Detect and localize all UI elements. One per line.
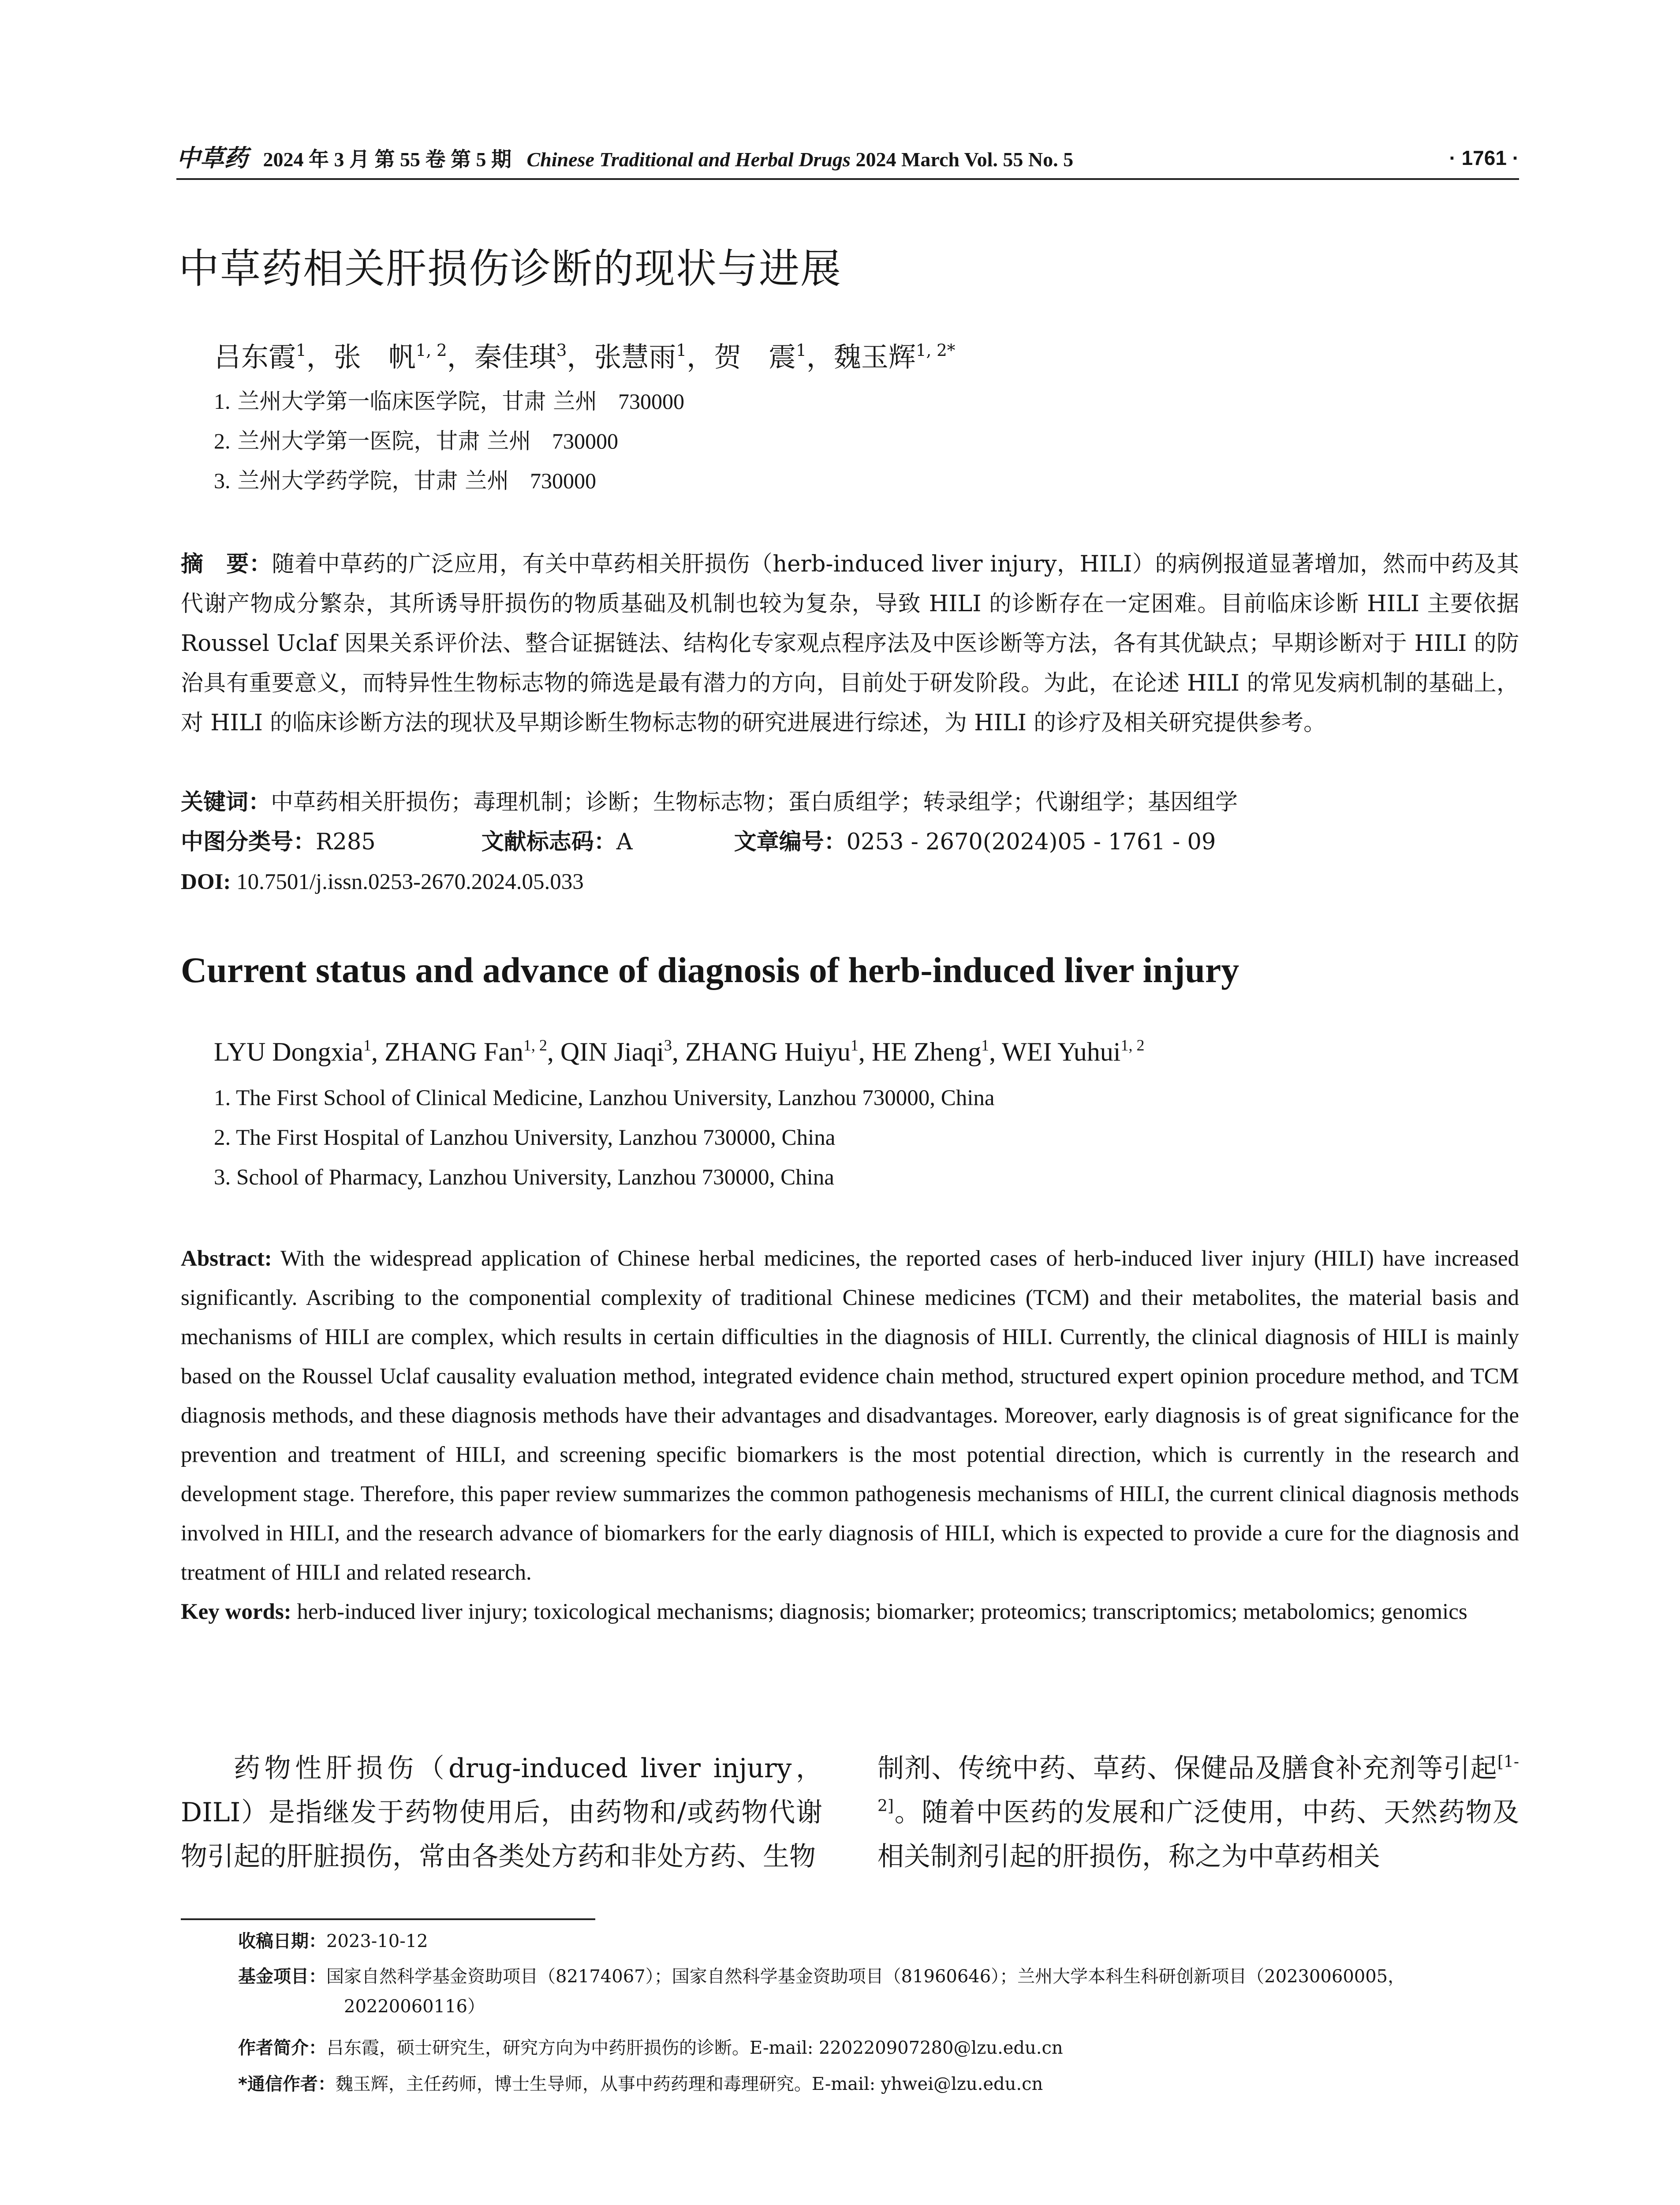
fund-text-cont: 20220060116） <box>344 1996 485 2017</box>
author-en: WEI Yuhui <box>1002 1037 1121 1066</box>
author-sup: 1, 2 <box>523 1036 547 1054</box>
abstract-cn-text: 随着中草药的广泛应用，有关中草药相关肝损伤（herb-induced liver injury，HILI）的病例报道显著增加，然而中药及其代谢产物成分繁杂，其所诱导肝损伤的物质基础及机制也较为复杂，导致 HILI 的诊断存在一定困难。目前临床诊断 HILI 主要依据 Roussel Uclaf 因果关系评价法、整合证据链法、结构化专家观点程序法及中医诊断等方法，各有其优缺点；早期诊断对于 HILI 的防治具有重要意义，而特异性生物标志物的筛选是最有潜力的方向，目前处于研发阶段。为此，在论述 HILI 的常见发病机制的基础上，对 HILI 的临床诊断方法的现状及早期诊断生物标志物的研究进展进行综述，为 HILI 的诊疗及相关研究提供参考。 <box>181 551 1519 736</box>
article-number-value: 0253 - 2670(2024)05 - 1761 - 09 <box>846 829 1216 855</box>
body-text: 制剂、传统中药、草药、保健品及膳食补充剂等引起 <box>877 1753 1497 1784</box>
author-sup: 1 <box>796 340 806 360</box>
keywords-en <box>181 1592 1519 1632</box>
doi-label: DOI: <box>181 870 231 894</box>
classification-line <box>181 822 1216 862</box>
author-bio: 吕东霞，硕士研究生，研究方向为中药肝损伤的诊断。E-mail: 220220907280@lzu.edu.cn <box>326 2038 1063 2058</box>
header-rule <box>176 178 1519 180</box>
affiliation-zip: 730000 <box>552 429 618 453</box>
doc-code-value: A <box>616 829 633 855</box>
author-sup: 1 <box>296 340 306 360</box>
article-number-label: 文章编号： <box>734 829 847 855</box>
author-en: ZHANG Huiyu <box>685 1037 851 1066</box>
affiliation-text: 兰州大学药学院，甘肃 兰州 <box>237 468 509 493</box>
page-number: · 1761 · <box>1449 146 1519 169</box>
author-cn: 秦佳琪 <box>474 341 556 373</box>
keywords-cn <box>181 783 1238 822</box>
journal-name-en: Chinese Traditional and Herbal Drugs <box>526 148 851 171</box>
author-sup: 1, 2* <box>915 340 956 360</box>
affiliation-cn <box>214 423 618 459</box>
abstract-en-label: Abstract: <box>181 1246 272 1271</box>
clc-value: R285 <box>316 829 376 855</box>
author-en: LYU Dongxia <box>214 1037 363 1066</box>
authors-en: LYU Dongxia$^1$, ZHANG Fan$^{1, 2}$, QIN Jiaqi$^3$, ZHANG Huiyu$^1$, HE Zheng$^1$, WEI Yuhui$^{1, 2}$ <box>214 1036 1145 1066</box>
abstract-cn-label: 摘 要： <box>181 551 272 577</box>
journal-logo: 中草药 <box>176 144 248 172</box>
author-cn: 贺 震 <box>714 341 796 373</box>
running-header <box>176 140 1519 176</box>
author-cn: 魏玉辉 <box>833 341 916 373</box>
footnote-author <box>238 2033 1519 2063</box>
fund-text: 国家自然科学基金资助项目（82174067）；国家自然科学基金资助项目（81960646）；兰州大学本科生科研创新项目（20230060005， <box>326 1966 1406 1987</box>
received-label: 收稿日期： <box>238 1931 326 1951</box>
author-cn: 张 帆 <box>333 341 416 373</box>
affiliation-text: 兰州大学第一医院，甘肃 兰州 <box>237 428 531 454</box>
affiliation-num: 2. <box>214 429 231 453</box>
body-column-right <box>877 1746 1519 1879</box>
abstract-en-text: With the widespread application of Chinese herbal medicines, the reported cases of herb-induced liver injury (HILI) have increased significantly. Ascribing to the componential complexity of traditional Chinese medicines (TCM) and their metabolites, the material basis and mechanisms of HILI are complex, which results in certain difficulties in the diagnosis of HILI. Currently, the clinical diagnosis of HILI is mainly based on the Roussel Uclaf causality evaluation method, integrated evidence chain method, structured expert opinion procedure method, and TCM diagnosis methods, and these diagnosis methods have their advantages and disadvantages. Moreover, early diagnosis is of great significance for the prevention and treatment of HILI, and screening specific biomarkers is the most potential direction, which is currently in the research and development stage. Therefore, this paper review summarizes the common pathogenesis mechanisms of HILI, the current clinical diagnosis methods involved in HILI, and the research advance of biomarkers for the early diagnosis of HILI, which is expected to provide a cure for the diagnosis and treatment of HILI and related research. <box>181 1246 1519 1585</box>
author-en: ZHANG Fan <box>384 1037 523 1066</box>
clc-label: 中图分类号： <box>181 829 316 855</box>
issue-en: 2024 March Vol. 55 No. 5 <box>855 148 1074 171</box>
author-sup: 1, 2 <box>415 340 447 360</box>
title-en: Current status and advance of diagnosis of herb-induced liver injury <box>181 950 1239 990</box>
affiliation-en: 2. The First Hospital of Lanzhou University, Lanzhou 730000, China <box>214 1125 836 1150</box>
author-sup: 1 <box>981 1036 989 1054</box>
author-cn: 张慧雨 <box>594 341 676 373</box>
author-sup: 3 <box>664 1036 672 1054</box>
author-sup: 3 <box>556 340 567 360</box>
author-en: QIN Jiaqi <box>560 1037 664 1066</box>
affiliation-cn <box>214 384 684 419</box>
affiliation-zip: 730000 <box>530 468 596 493</box>
affiliation-num: 1. <box>214 389 231 414</box>
author-sup: 1, 2 <box>1120 1036 1145 1054</box>
doi-line <box>181 862 584 902</box>
received-date: 2023-10-12 <box>326 1931 428 1951</box>
affiliation-text: 兰州大学第一临床医学院，甘肃 兰州 <box>237 389 597 414</box>
author-sup: 1 <box>363 1036 371 1054</box>
issue-cn: 2024 年 3 月 第 55 卷 第 5 期 <box>263 148 511 171</box>
footnote-corresponding <box>238 2069 1519 2099</box>
citation-ref[interactable]: [1-2] <box>877 1753 1519 1816</box>
body-text: 。随着中医药的发展和广泛使用，中药、天然药物及相关制剂引起的肝损伤，称之为中草药相关 <box>877 1797 1519 1872</box>
footnote-fund <box>238 1962 1519 2022</box>
title-cn: 中草药相关肝损伤诊断的现状与进展 <box>179 245 842 292</box>
body-column-left: 药物性肝损伤（drug-induced liver injury，DILI）是指继发于药物使用后，由药物和/或药物代谢物引起的肝脏损伤，常由各类处方药和非处方药、生物 <box>181 1753 822 1872</box>
doc-code-label: 文献标志码： <box>481 829 616 855</box>
affiliation-zip: 730000 <box>618 389 684 414</box>
affiliation-cn <box>214 463 596 498</box>
affiliation-en: 1. The First School of Clinical Medicine, Lanzhou University, Lanzhou 730000, China <box>214 1086 995 1110</box>
affiliation-en: 3. School of Pharmacy, Lanzhou University, Lanzhou 730000, China <box>214 1165 834 1190</box>
footnote-received <box>238 1926 1519 1956</box>
keywords-en-text: herb-induced liver injury; toxicological mechanisms; diagnosis; biomarker; proteomics; transcriptomics; metabolomics; genomics <box>297 1600 1467 1624</box>
keywords-cn-label: 关键词： <box>181 789 271 815</box>
abstract-cn <box>181 545 1519 743</box>
abstract-en <box>181 1239 1519 1632</box>
corresponding-label: *通信作者： <box>238 2074 336 2094</box>
authors-cn: 吕东霞$^1$，张 帆$^{1, 2}$，秦佳琪$^3$，张慧雨$^1$，贺 震$^1$，魏玉辉$^{1, 2*}$ <box>214 340 956 373</box>
affiliation-num: 3. <box>214 468 231 493</box>
author-en: HE Zheng <box>871 1037 982 1066</box>
footnote-rule <box>181 1918 595 1920</box>
doi-value[interactable]: 10.7501/j.issn.0253-2670.2024.05.033 <box>236 870 584 894</box>
author-bio-label: 作者简介： <box>238 2038 326 2058</box>
keywords-cn-text: 中草药相关肝损伤；毒理机制；诊断；生物标志物；蛋白质组学；转录组学；代谢组学；基因组学 <box>271 789 1238 815</box>
author-cn: 吕东霞 <box>214 341 296 373</box>
corresponding-author: 魏玉辉，主任药师，博士生导师，从事中药药理和毒理研究。E-mail: yhwei@lzu.edu.cn <box>335 2074 1043 2094</box>
author-sup: 1 <box>850 1036 859 1054</box>
keywords-en-label: Key words: <box>181 1600 291 1624</box>
fund-label: 基金项目： <box>238 1966 326 1987</box>
author-sup: 1 <box>676 340 687 360</box>
